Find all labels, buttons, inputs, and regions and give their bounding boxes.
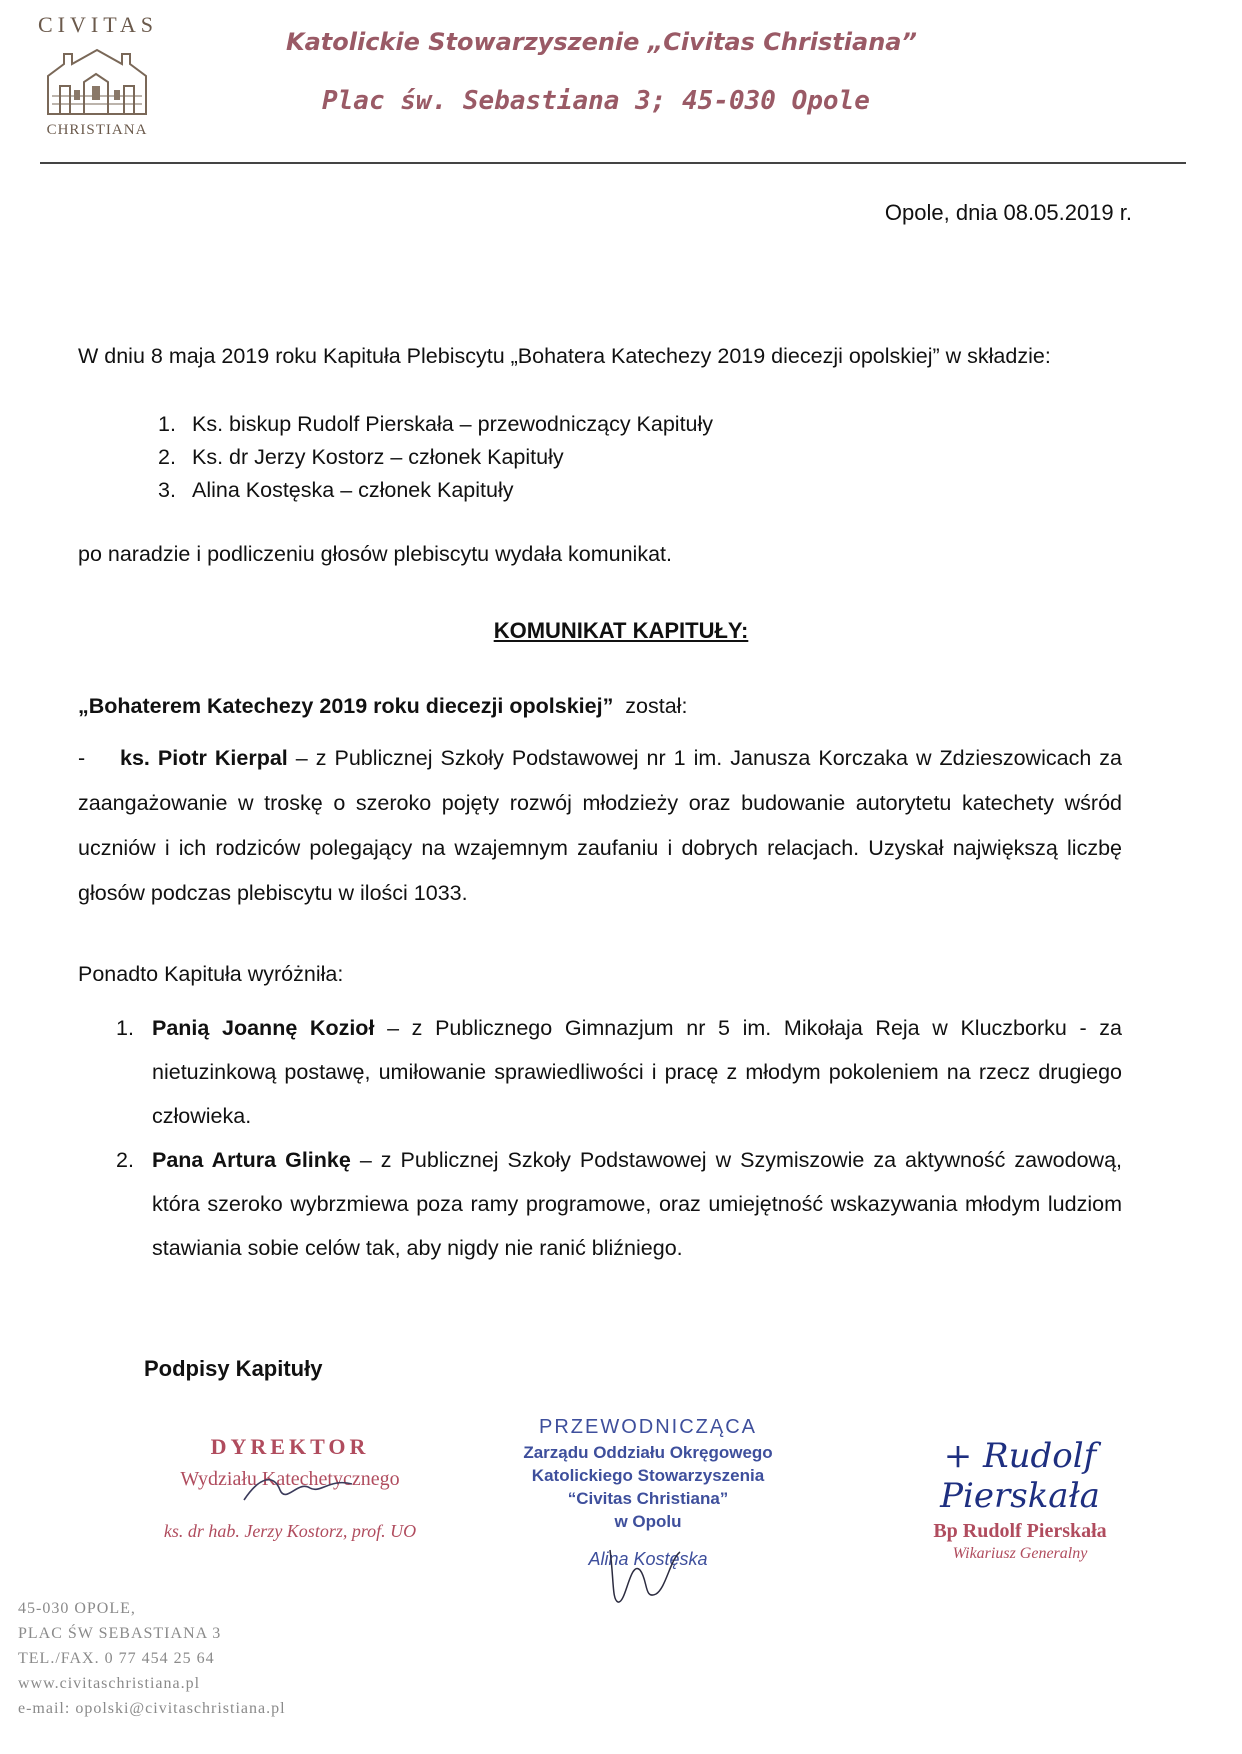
bishop-stamp	[870, 1436, 1170, 1563]
footer-line: PLAC ŚW SEBASTIANA 3	[18, 1625, 222, 1642]
organization-address: Plac św. Sebastiana 3; 45-030 Opole	[322, 86, 870, 116]
award-title	[78, 690, 687, 723]
logo-top-text: CIVITAS	[38, 12, 159, 37]
stamp-department: Wydziału Katechetycznego	[180, 1468, 400, 1490]
document-date: Opole, dnia 08.05.2019 r.	[884, 200, 1132, 225]
stamp-line: Katolickiego Stowarzyszenia	[531, 1466, 765, 1485]
stamp-title: PRZEWODNICZĄCA	[539, 1416, 757, 1438]
logo-building-emblem	[44, 46, 150, 118]
logo-bottom-text: CHRISTIANA	[46, 122, 148, 138]
stamp-name: Bp Rudolf Pierskała	[933, 1520, 1107, 1542]
footer-line: www.civitaschristiana.pl	[18, 1675, 201, 1692]
bullet: -	[78, 746, 86, 770]
organization-logo	[38, 12, 159, 142]
stamp-title: DYREKTOR	[210, 1434, 370, 1459]
after-members-text: po naradzie i podliczeniu głosów plebiscytu wydała komunikat.	[78, 542, 672, 566]
distinction-text: – z Publicznej Szkoły Podstawowej w Szymiszowie za aktywność zawodową, która szeroko wybrzmiewa poza ramy programowe, oraz umiejętność wskazywania młodym ludziom stawiania sobie celów tak, aby nigdy nie ranić bliźniego.	[152, 1148, 1122, 1260]
stamp-line: w Opolu	[614, 1512, 682, 1531]
stamp-line: “Civitas Christiana”	[567, 1489, 729, 1508]
handwritten-signature	[600, 1540, 690, 1610]
list-item	[158, 441, 713, 474]
stamp-name: Alina Kostęska	[588, 1549, 708, 1569]
distinctions-intro: Ponadto Kapituła wyróżniła:	[78, 962, 344, 986]
winner-paragraph	[78, 736, 1122, 916]
footer-line: TEL./FAX. 0 77 454 25 64	[18, 1650, 215, 1667]
intro-paragraph: W dniu 8 maja 2019 roku Kapituła Plebiscytu „Bohatera Katechezy 2019 diecezji opolskiej” w składzie:	[78, 344, 1051, 368]
list-number: 1.	[116, 1016, 134, 1040]
footer-line: e-mail: opolski@civitaschristiana.pl	[18, 1700, 286, 1717]
award-title-bold: „Bohaterem Katechezy 2019 roku diecezji opolskiej”	[78, 694, 614, 718]
distinction-name: Pana Artura Glinkę	[152, 1148, 351, 1172]
members-list	[158, 408, 713, 507]
distinction-text: – z Publicznego Gimnazjum nr 5 im. Mikołaja Reja w Kluczborku - za nietuzinkową postawę, umiłowanie sprawiedliwości i pracę z młodym pokoleniem na rzecz drugiego człowieka.	[152, 1016, 1122, 1128]
list-item	[158, 474, 713, 507]
bishop-signature: + Rudolf Pierskała	[940, 1436, 1100, 1516]
winner-name: ks. Piotr Kierpal	[120, 746, 288, 770]
stamp-role: Wikariusz Generalny	[952, 1545, 1088, 1562]
footer-line: 45-030 OPOLE,	[18, 1600, 136, 1617]
list-number: 3.	[158, 478, 176, 502]
member-text: Ks. dr Jerzy Kostorz – członek Kapituły	[192, 445, 564, 469]
communique-heading: KOMUNIKAT KAPITUŁY:	[493, 618, 749, 643]
list-number: 2.	[158, 445, 176, 469]
member-text: Ks. biskup Rudolf Pierskała – przewodniczący Kapituły	[192, 412, 714, 436]
stamp-line: Zarządu Oddziału Okręgowego	[523, 1443, 773, 1462]
organization-name: Katolickie Stowarzyszenie „Civitas Christiana”	[286, 28, 917, 56]
list-number: 1.	[158, 412, 176, 436]
distinction-name: Panią Joannę Kozioł	[152, 1016, 375, 1040]
winner-text: – z Publicznej Szkoły Podstawowej nr 1 im. Janusza Korczaka w Zdzieszowicach za zaangażowanie w troskę o szeroko pojęty rozwój młodzieży oraz budowanie autorytetu katechety wśród uczniów i ich rodziców polegający na wzajemnym zaufaniu i dobrych relacjach. Uzyskał największą liczbę głosów podczas plebiscytu w ilości 1033.	[78, 746, 1122, 905]
list-item	[158, 408, 713, 441]
member-text: Alina Kostęska – członek Kapituły	[192, 478, 514, 502]
handwritten-signature	[240, 1470, 360, 1510]
award-title-suffix: został:	[625, 694, 688, 718]
distinction-item	[116, 1006, 1122, 1138]
signatures-heading: Podpisy Kapituły	[144, 1356, 323, 1381]
stamp-name: ks. dr hab. Jerzy Kostorz, prof. UO	[163, 1521, 417, 1541]
footer-contact	[18, 1596, 286, 1721]
letterhead-divider	[40, 162, 1186, 164]
distinction-item	[116, 1138, 1122, 1270]
list-number: 2.	[116, 1148, 134, 1172]
